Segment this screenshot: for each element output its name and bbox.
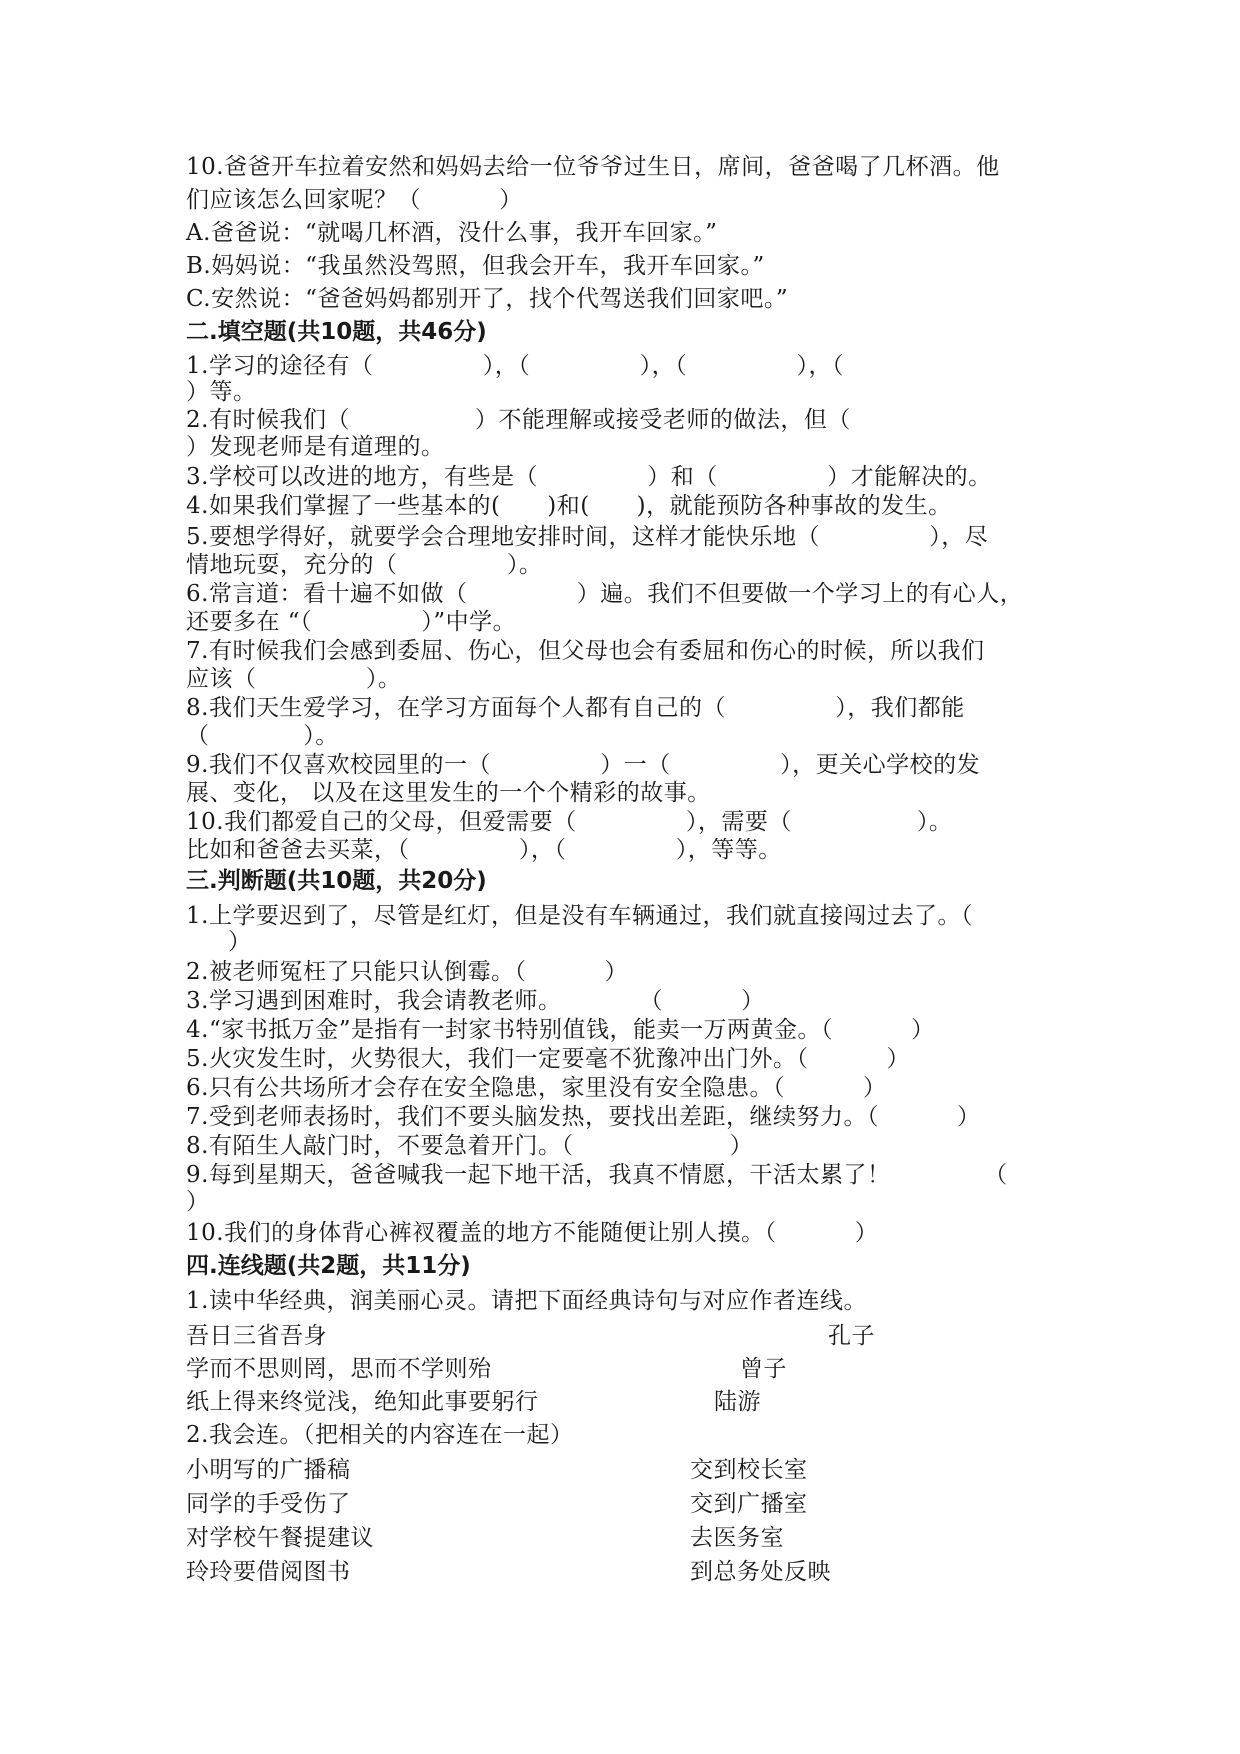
section2-line: 1.学习的途径有（ ），（ ），（ ），（ (186, 353, 845, 379)
section2-line: 9.我们不仅喜欢校园里的一（ ）一（ ），更关心学校的发 (186, 752, 981, 778)
q10-stem-line2: 们应该怎么回家呢？（ ） (186, 187, 523, 213)
section3-line: 7.受到老师表扬时，我们不要头脑发热，要找出差距，继续努力。（ ） (186, 1104, 981, 1130)
matching-q1-right: 曾子 (740, 1356, 787, 1382)
matching-q1-right: 陆游 (714, 1389, 761, 1415)
q10-stem-line1: 10.爸爸开车拉着安然和妈妈去给一位爷爷过生日，席间，爸爸喝了几杯酒。他 (186, 154, 1000, 180)
matching-q1-left: 学而不思则罔，思而不学则殆 (186, 1356, 492, 1382)
q10-option-c: C.安然说：“爸爸妈妈都别开了，找个代驾送我们回家吧。” (186, 286, 789, 312)
section2-line: 3.学校可以改进的地方，有些是（ ）和（ ）才能解决的。 (186, 464, 992, 490)
matching-q2-prompt: 2.我会连。（把相关的内容连在一起） (186, 1422, 574, 1448)
section4-heading: 四.连线题(共2题，共11分) (186, 1253, 471, 1279)
matching-q2-right: 到总务处反映 (690, 1559, 831, 1585)
matching-q2-left: 同学的手受伤了 (186, 1491, 351, 1517)
section2-line: （ ）。 (186, 723, 339, 749)
section2-line: 还要多在 “（ ）”中学。 (186, 609, 517, 635)
matching-q1-right: 孔子 (828, 1323, 875, 1349)
section3-line: ） (228, 929, 252, 955)
matching-q1-left: 纸上得来终觉浅，绝知此事要躬行 (186, 1389, 539, 1415)
section3-line: 8.有陌生人敲门时，不要急着开门。（ ） (186, 1133, 754, 1159)
section2-line: ）发现老师是有道理的。 (186, 434, 445, 460)
section3-line: 5.火灾发生时，火势很大，我们一定要毫不犹豫冲出门外。（ ） (186, 1046, 911, 1072)
section3-line: 2.被老师冤枉了只能只认倒霉。（ ） (186, 959, 629, 985)
section3-line: 1.上学要迟到了，尽管是红灯，但是没有车辆通过，我们就直接闯过去了。（ (186, 903, 973, 929)
section3-line: ） (186, 1189, 210, 1215)
section3-heading: 三.判断题(共10题，共20分) (186, 868, 487, 894)
matching-q2-left: 小明写的广播稿 (186, 1457, 351, 1483)
section2-line: ）等。 (186, 379, 257, 405)
section2-line: 6.常言道：看十遍不如做（ ）遍。我们不但要做一个学习上的有心人， (186, 581, 1024, 607)
matching-q2-right: 交到校长室 (690, 1457, 808, 1483)
section3-line: 3.学习遇到困难时，我会请教老师。 （ ） (186, 988, 765, 1014)
section3-line: 9.每到星期天，爸爸喊我一起下地干活，我真不情愿，干活太累了！ （ (186, 1162, 1008, 1188)
section3-line: 4.“家书抵万金”是指有一封家书特别值钱，能卖一万两黄金。（ ） (186, 1017, 935, 1043)
section2-line: 8.我们天生爱学习，在学习方面每个人都有自己的（ ），我们都能 (186, 695, 965, 721)
matching-q2-left: 玲玲要借阅图书 (186, 1559, 351, 1585)
section2-line: 10.我们都爱自己的父母，但爱需要（ ），需要（ ）。 (186, 809, 953, 835)
section2-line: 4.如果我们掌握了一些基本的( )和( )，就能预防各种事故的发生。 (186, 493, 952, 519)
matching-q2-right: 交到广播室 (690, 1491, 808, 1517)
section2-line: 7.有时候我们会感到委屈、伤心，但父母也会有委屈和伤心的时候，所以我们 (186, 638, 985, 664)
q10-option-a: A.爸爸说：“就喝几杯酒，没什么事，我开车回家。” (186, 220, 718, 246)
matching-q1-left: 吾日三省吾身 (186, 1323, 327, 1349)
matching-q1-prompt: 1.读中华经典，润美丽心灵。请把下面经典诗句与对应作者连线。 (186, 1288, 867, 1314)
matching-q2-right: 去医务室 (690, 1525, 784, 1551)
q10-option-b: B.妈妈说：“我虽然没驾照，但我会开车，我开车回家。” (186, 253, 765, 279)
section3-line: 10.我们的身体背心裤衩覆盖的地方不能随便让别人摸。（ ） (186, 1220, 879, 1246)
section2-line: 情地玩耍，充分的（ ）。 (186, 552, 543, 578)
section2-line: 应该（ ）。 (186, 666, 402, 692)
section3-line: 6.只有公共场所才会存在安全隐患，家里没有安全隐患。（ ） (186, 1075, 887, 1101)
section2-line: 比如和爸爸去买菜，（ ），（ ），等等。 (186, 837, 782, 863)
section2-line: 5.要想学得好，就要学会合理地安排时间，这样才能快乐地（ ），尽 (186, 524, 989, 550)
section2-line: 2.有时候我们（ ）不能理解或接受老师的做法，但（ (186, 407, 851, 433)
section2-heading: 二.填空题(共10题，共46分) (186, 319, 487, 345)
section2-line: 展、变化， 以及在这里发生的一个个精彩的故事。 (186, 780, 711, 806)
matching-q2-left: 对学校午餐提建议 (186, 1525, 374, 1551)
